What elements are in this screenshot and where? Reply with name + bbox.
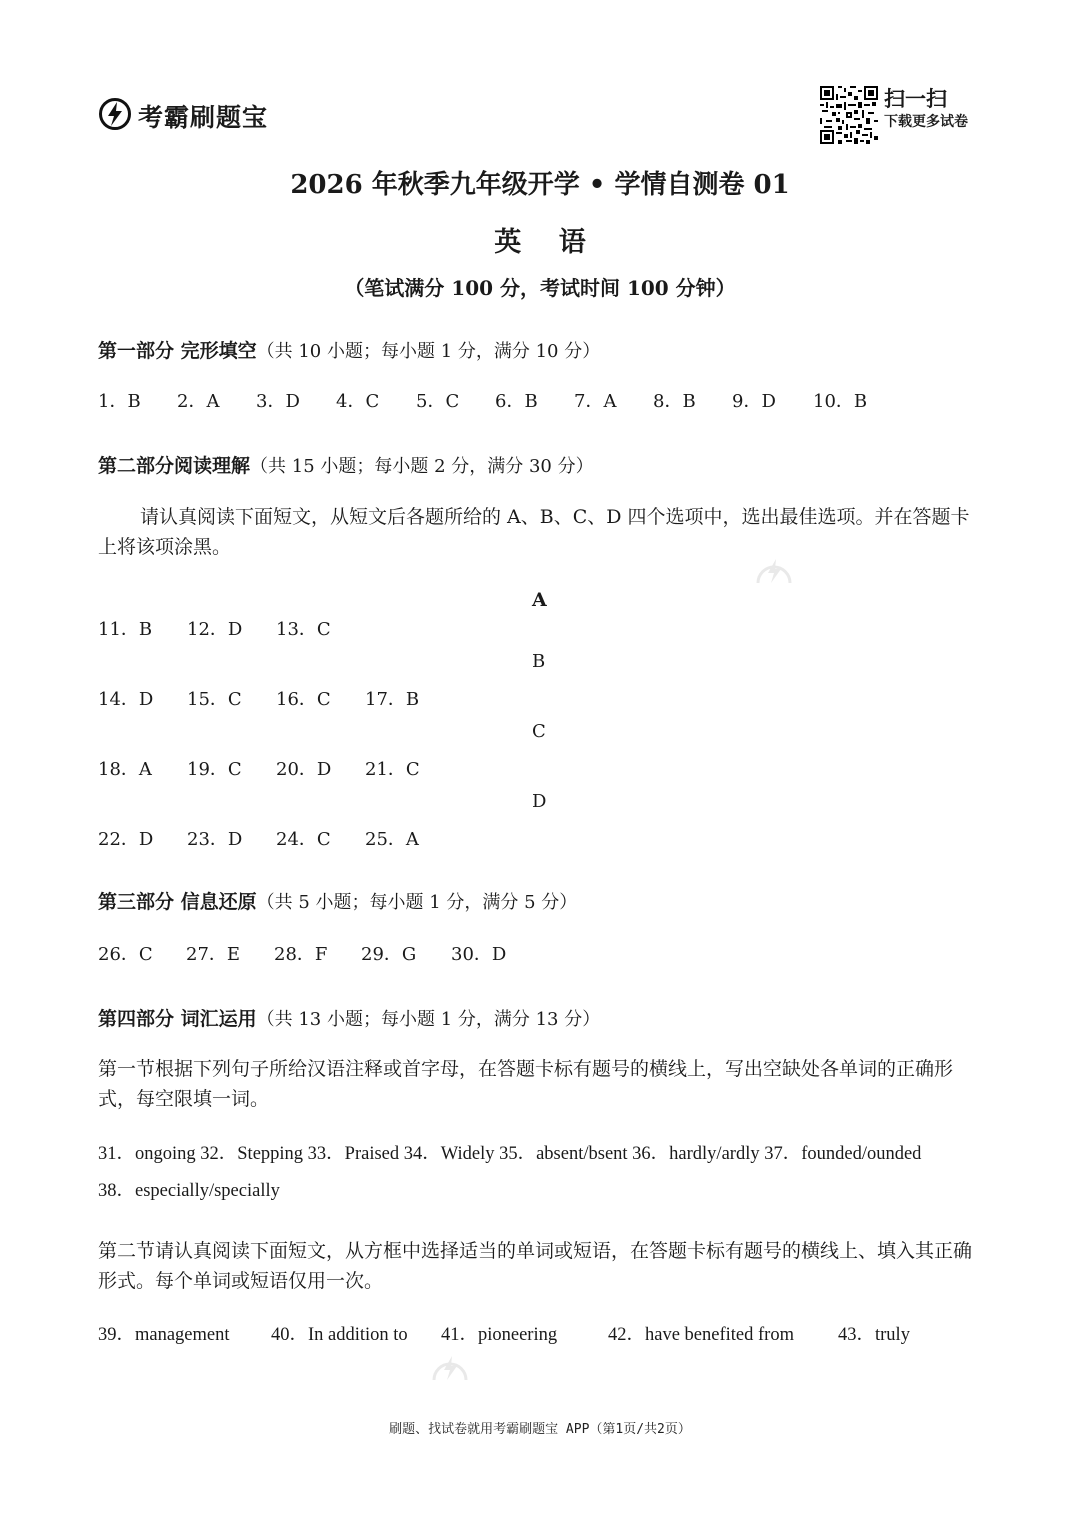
part4-section1-instruction: 第一节根据下列句子所给汉语注释或首字母，在答题卡标有题号的横线上，写出空缺处各单词的正确形式，每空限填一词。 [98,1058,954,1110]
answer-item: 16．C [276,689,331,710]
scan-text [884,86,968,132]
answer-item: 8．B [653,391,696,412]
answer-item: 5．C [416,391,460,412]
answer-item: 29．G [361,944,417,965]
answer-item: 42．have benefited from [608,1325,794,1345]
part2-heading: 第二部分阅读理解 [98,455,251,477]
answer-item: 19．C [187,759,242,780]
brand-logo [98,96,268,136]
answer-item: 25．A [365,829,419,850]
answer-item: 22．D [98,829,154,850]
answer-item: 2．A [177,391,220,412]
answer-item: 26．C [98,944,153,965]
exam-subject: 英 语 [494,227,600,258]
qr-code-icon [820,86,878,144]
passage-label-a: A [532,589,547,611]
answer-item: 3．D [256,391,300,412]
exam-title: 2026 年秋季九年级开学 • 学情自测卷 01 [290,170,790,200]
answer-item: 17．B [365,689,420,710]
answer-item: 10．B [813,391,868,412]
part4-section2-answers [98,1320,910,1346]
part3-heading: 第三部分 信息还原 [98,891,257,913]
part3-info: （共 5 小题；每小题 1 分，满分 5 分） [256,892,578,913]
part1-info: （共 10 小题；每小题 1 分，满分 10 分） [256,341,601,362]
part4-heading: 第四部分 词汇运用 [98,1008,257,1030]
part1-answers [98,387,867,413]
qr-promo [820,86,968,144]
answer-item: 7．A [574,391,617,412]
scan-subtitle: 下载更多试卷 [884,114,968,130]
part4-section1-answers-line1: 31．ongoing 32．Stepping 33．Praised 34．Widely 35．absent/bsent 36．hardly/ardly 37．founded/ounded [98,1144,922,1164]
part2-answers-d [98,825,419,851]
part4-heading-line [98,1004,600,1031]
scan-title: 扫一扫 [884,87,947,111]
brand-name: 考霸刷题宝 [138,103,269,132]
answer-item: 43．truly [838,1325,910,1345]
watermark-logo-icon [428,1350,472,1386]
part4-info: （共 13 小题；每小题 1 分，满分 13 分） [256,1009,601,1030]
answer-item: 40．In addition to [271,1325,408,1345]
answer-item: 23．D [187,829,243,850]
part1-heading: 第一部分 完形填空 [98,340,257,362]
part2-heading-line [98,451,594,478]
part4-section2-instruction: 第二节请认真阅读下面短文，从方框中选择适当的单词或短语，在答题卡标有题号的横线上、填入其正确形式。每个单词或短语仅用一次。 [98,1240,973,1292]
part3-answers [98,940,506,966]
lightning-bolt-icon [98,97,132,135]
answer-item: 11．B [98,619,153,640]
part2-answers-a [98,615,331,641]
part4-section1-answers-line2: 38．especially/specially [98,1181,280,1201]
answer-item: 6．B [495,391,538,412]
answer-item: 24．C [276,829,331,850]
part2-answers-c [98,755,420,781]
part2-answers-b [98,685,419,711]
answer-item: 27．E [186,944,241,965]
score-note: （笔试满分 100 分，考试时间 100 分钟） [344,276,736,300]
passage-label-d: D [532,791,547,812]
answer-item: 15．C [187,689,242,710]
part1-heading-line [98,336,600,363]
answer-item: 39．management [98,1325,230,1345]
answer-item: 21．C [365,759,420,780]
answer-item: 30．D [451,944,507,965]
answer-item: 14．D [98,689,154,710]
part2-instruction: 请认真阅读下面短文，从短文后各题所给的 A、B、C、D 四个选项中，选出最佳选项。并在答题卡上将该项涂黑。 [98,506,970,558]
answer-item: 4．C [336,391,380,412]
answer-item: 13．C [276,619,331,640]
answer-item: 1．B [98,391,141,412]
answer-item: 9．D [732,391,776,412]
answer-item: 28．F [274,944,328,965]
answer-item: 20．D [276,759,332,780]
answer-item: 12．D [187,619,243,640]
page-footer: 刷题、找试卷就用考霸刷题宝 APP（第1页/共2页） [389,1422,691,1437]
part2-info: （共 15 小题；每小题 2 分，满分 30 分） [250,456,594,477]
watermark-logo-icon [752,553,796,589]
answer-item: 41．pioneering [441,1325,558,1345]
passage-label-b: B [532,651,546,672]
part3-heading-line [98,887,577,914]
passage-label-c: C [532,721,546,742]
answer-item: 18．A [98,759,152,780]
